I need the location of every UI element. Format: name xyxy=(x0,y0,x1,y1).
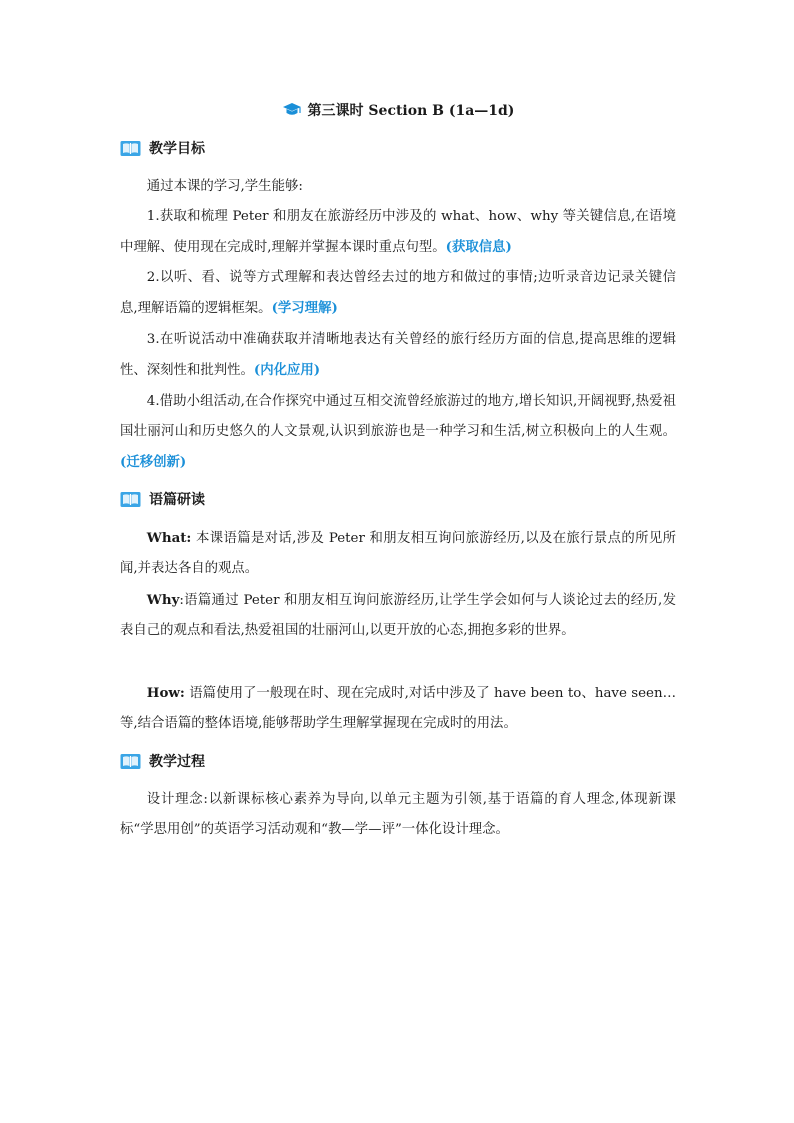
section-heading-text: 教学目标 xyxy=(149,141,205,157)
reading-lead: How: xyxy=(146,685,185,701)
page-title xyxy=(120,100,676,122)
section-heading-text: 语篇研读 xyxy=(149,492,205,508)
process-text: 设计理念:以新课标核心素养为导向,以单元主题为引领,基于语篇的育人理念,体现新课标“学思用创”的英语学习活动观和“教—学—评”一体化设计理念。 xyxy=(120,792,676,837)
goal-text: 4.借助小组活动,在合作探究中通过互相交流曾经旅游过的地方,增长知识,开阔视野,热爱祖国壮丽河山和历史悠久的人文景观,认识到旅游也是一种学习和生活,树立积极向上的人生观。 xyxy=(120,394,676,439)
goal-item xyxy=(120,325,676,386)
goal-item xyxy=(120,263,676,324)
reading-item xyxy=(120,523,676,584)
goal-item xyxy=(120,387,676,478)
goal-tag: (获取信息) xyxy=(445,239,512,255)
goal-tag: (迁移创新) xyxy=(120,454,187,470)
reading-item xyxy=(120,678,676,739)
reading-lead: What: xyxy=(146,530,192,546)
reading-text: 语篇使用了一般现在时、现在完成时,对话中涉及了 have been to、have seen…等,结合语篇的整体语境,能够帮助学生理解掌握现在完成时的用法。 xyxy=(120,686,676,731)
section-heading-text: 教学过程 xyxy=(149,754,205,770)
goal-text: 1.获取和梳理 Peter 和朋友在旅游经历中涉及的 what、how、why 等关键信息,在语境中理解、使用现在完成时,理解并掌握本课时重点句型。 xyxy=(120,209,676,255)
goal-text: 2.以听、看、说等方式理解和表达曾经去过的地方和做过的事情;边听录音边记录关键信息,理解语篇的逻辑框架。 xyxy=(120,270,676,316)
section-heading-goals xyxy=(120,137,205,159)
goal-tag: (内化应用) xyxy=(253,362,321,378)
section-heading-reading xyxy=(120,488,205,510)
reading-text: 本课语篇是对话,涉及 Peter 和朋友相互询问旅游经历,以及在旅行景点的所见所闻,并表达各自的观点。 xyxy=(120,531,676,576)
page-title-text: 第三课时 Section B (1a—1d) xyxy=(307,103,515,119)
goal-text: 3.在听说活动中准确获取并清晰地表达有关曾经的旅行经历方面的信息,提高思维的逻辑性、深刻性和批判性。 xyxy=(120,332,676,378)
reading-text: :语篇通过 Peter 和朋友相互询问旅游经历,让学生学会如何与人谈论过去的经历,发表自己的观点和看法,热爱祖国的壮丽河山,以更开放的心态,拥抱多彩的世界。 xyxy=(120,593,676,638)
section-heading-process xyxy=(120,750,205,772)
reading-lead: Why xyxy=(146,592,180,608)
goal-tag: (学习理解) xyxy=(271,300,338,316)
reading-item xyxy=(120,585,676,646)
goal-item xyxy=(120,202,676,263)
goals-intro: 通过本课的学习,学生能够: xyxy=(146,179,303,194)
open-book-icon xyxy=(120,752,141,770)
open-book-icon xyxy=(120,490,141,508)
open-book-icon xyxy=(120,139,141,157)
graduation-cap-icon xyxy=(282,102,302,118)
